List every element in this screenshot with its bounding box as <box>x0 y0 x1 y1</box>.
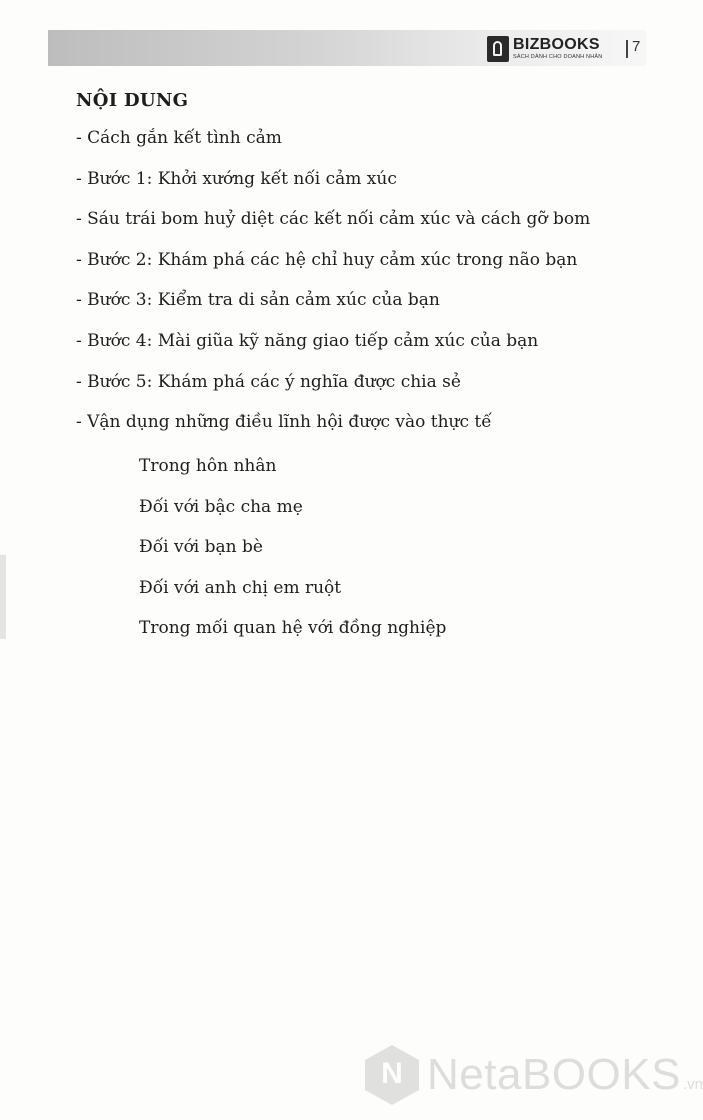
bizbooks-logo-icon <box>487 36 509 62</box>
watermark-suffix: .vn <box>682 1076 703 1093</box>
toc-item: - Bước 2: Khám phá các hệ chỉ huy cảm xúc trong não bạn <box>76 249 578 270</box>
toc-item: - Cách gắn kết tình cảm <box>76 128 282 148</box>
toc-subitem: Đối với anh chị em ruột <box>139 577 342 598</box>
toc-list <box>76 128 590 453</box>
brand <box>487 34 602 64</box>
toc-subitem: Trong hôn nhân <box>139 456 277 476</box>
brand-text <box>513 37 602 61</box>
watermark <box>365 1045 703 1105</box>
toc-item: - Bước 4: Mài giũa kỹ năng giao tiếp cảm xúc của bạn <box>76 330 539 351</box>
toc-item: - Sáu trái bom huỷ diệt các kết nối cảm xúc và cách gỡ bom <box>76 209 591 230</box>
toc-item: - Vận dụng những điều lĩnh hội được vào thực tế <box>76 412 492 433</box>
watermark-text: NetaBOOKS <box>427 1050 681 1099</box>
toc-item: - Bước 5: Khám phá các ý nghĩa được chia sẻ <box>76 371 461 392</box>
toc-subitem: Trong mối quan hệ với đồng nghiệp <box>139 618 447 639</box>
toc-item: - Bước 1: Khởi xướng kết nối cảm xúc <box>76 168 397 189</box>
toc-sublist <box>139 456 446 659</box>
brand-name: BIZBOOKS <box>513 36 600 54</box>
toc-subitem: Đối với bạn bè <box>139 537 263 558</box>
toc-title: NỘI DUNG <box>76 90 189 111</box>
netabooks-hex-icon <box>365 1045 419 1105</box>
page-number: 7 <box>632 38 641 55</box>
brand-tagline: SÁCH DÀNH CHO DOANH NHÂN <box>513 54 603 61</box>
page-edge-shadow <box>0 555 6 639</box>
page-number-divider <box>626 40 628 58</box>
toc-subitem: Đối với bậc cha mẹ <box>139 496 303 517</box>
toc-item: - Bước 3: Kiểm tra di sản cảm xúc của bạn <box>76 290 440 311</box>
